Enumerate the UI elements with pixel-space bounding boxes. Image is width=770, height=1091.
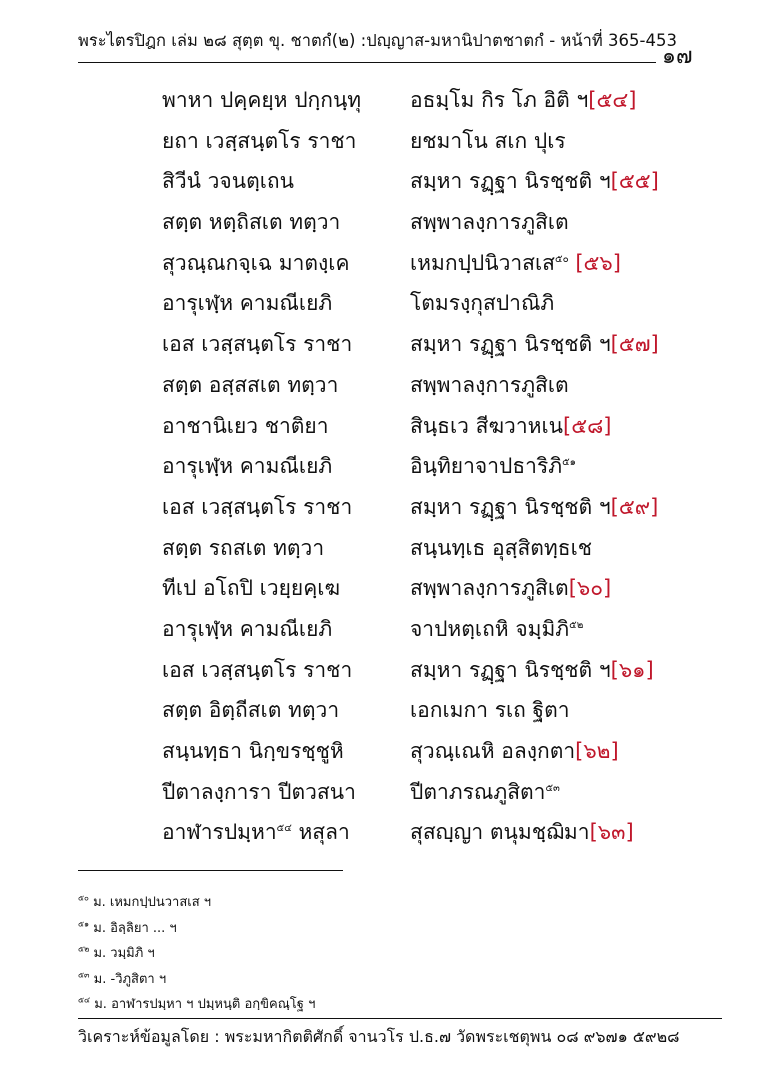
verse-left — [162, 365, 410, 406]
verse-row — [162, 731, 682, 772]
verse-left — [162, 568, 410, 609]
verse-left — [162, 731, 410, 772]
verse-left-text: อาฬารปมฺหา — [162, 820, 277, 845]
verse-reference: [๖๓] — [589, 820, 634, 845]
verse-right-text: สนฺนทฺเธ อุสฺสิตทฺธเช — [410, 535, 593, 560]
verse-right — [410, 80, 682, 121]
verse-right — [410, 487, 682, 528]
verse-left-text: เอส เวสฺสนฺตโร ราชา — [162, 332, 353, 357]
verse-block — [162, 80, 682, 853]
verse-left-text: สตฺต รถสเต ทตฺวา — [162, 535, 325, 560]
verse-right-text: โตมรงฺกุสปาณิภิ — [410, 291, 555, 316]
verse-left — [162, 446, 410, 487]
verse-right-text: สุวณฺเณหิ อลงฺกตา — [410, 739, 576, 763]
verse-right-text: สมฺหา รฏฺฐา นิรชฺชติ ฯ — [410, 657, 611, 682]
verse-right — [410, 609, 682, 650]
verse-right — [410, 812, 682, 853]
verse-row — [162, 324, 682, 365]
verse-right-text: เอกเมกา รเถ ฐิตา — [410, 698, 570, 723]
verse-right-text: สมฺหา รฏฺฐา นิรชฺชติ ฯ — [410, 169, 611, 194]
footnote-marker: ๕๑ — [562, 457, 576, 469]
footnote-number: ๕๓ — [78, 970, 90, 980]
verse-right — [410, 121, 682, 162]
footnote-marker: ๕๓ — [545, 782, 560, 794]
verse-reference: [๖๒] — [575, 739, 619, 763]
header-divider — [78, 62, 656, 63]
footnote-number: ๕๑ — [78, 919, 90, 929]
footnote-marker: ๕๒ — [569, 619, 584, 631]
verse-reference: [๕๖] — [568, 250, 621, 275]
verse-row — [162, 406, 682, 447]
verse-right-text: ปีตาภรณภูสิตา — [410, 779, 546, 804]
verse-left-text: สตฺต หตฺถิสเต ทตฺวา — [162, 210, 341, 235]
verse-right-text: เหมกปฺปนิวาสเส — [410, 250, 555, 275]
verse-row — [162, 161, 682, 202]
verse-left-text: เอส เวสฺสนฺตโร ราชา — [162, 494, 353, 519]
verse-left-text: อารุเฬฺห คามณีเยภิ — [162, 454, 333, 479]
verse-row — [162, 568, 682, 609]
footnote-item — [78, 890, 678, 916]
footnote-text: ม. -วิภูสิตา ฯ — [89, 971, 167, 987]
verse-left — [162, 772, 410, 813]
verse-row — [162, 243, 682, 284]
verse-right — [410, 731, 682, 772]
footer-divider — [78, 1018, 722, 1019]
footnote-item — [78, 916, 678, 942]
verse-row — [162, 121, 682, 162]
page-header — [78, 28, 722, 54]
verse-left — [162, 202, 410, 243]
verse-row — [162, 365, 682, 406]
verse-left — [162, 121, 410, 162]
footnote-number: ๕๒ — [78, 944, 90, 954]
verse-reference: [๖๑] — [610, 657, 654, 682]
verse-right-text: อินฺทิยาจาปธาริภิ — [410, 454, 563, 479]
verse-right — [410, 568, 682, 609]
verse-left-text: สุวณฺณกจฺเฉ มาตงฺเค — [162, 250, 350, 275]
verse-left-text: เอส เวสฺสนฺตโร ราชา — [162, 657, 353, 682]
verse-left — [162, 650, 410, 691]
verse-row — [162, 772, 682, 813]
verse-left-text: สิวีนํ วจนตฺเถน — [162, 169, 294, 194]
verse-right-text: จาปหตฺเถหิ จมฺมิภิ — [410, 616, 570, 641]
verse-right-text: สินฺธเว สีฆวาหเน — [410, 413, 563, 438]
verse-right-text: ยชมาโน สเก ปุเร — [410, 128, 566, 153]
footnote-item — [78, 941, 678, 967]
verse-left — [162, 161, 410, 202]
verse-right-text: สพฺพาลงฺการภูสิเต — [410, 576, 569, 601]
verse-left-text: อาชานิเยว ชาติยา — [162, 413, 329, 438]
verse-right — [410, 365, 682, 406]
header-title: พระไตรปิฎก เล่ม ๒๘ สุตฺต ขุ. ชาตกํ(๒) :ปญฺญาส-มหานิปาตชาตกํ - หน้าที่ 365-453 — [78, 31, 677, 50]
verse-row — [162, 487, 682, 528]
verse-left-text-after: หสุลา — [291, 820, 350, 845]
verse-reference: [๕๕] — [610, 169, 659, 194]
verse-row — [162, 650, 682, 691]
verse-left-text: อารุเฬฺห คามณีเยภิ — [162, 616, 333, 641]
verse-left-text: สตฺต อสฺสสเต ทตฺวา — [162, 372, 339, 397]
verse-right — [410, 690, 682, 731]
verse-left — [162, 243, 410, 284]
footnote-text: ม. อาฬารปมฺหา ฯ ปมฺหนฺติ อกฺขิคณฺโฐ ฯ — [90, 997, 316, 1012]
verse-row — [162, 80, 682, 121]
verse-left-text: ยถา เวสฺสนฺตโร ราชา — [162, 128, 357, 153]
verse-right-text: สพฺพาลงฺการภูสิเต — [410, 210, 569, 235]
verse-row — [162, 528, 682, 569]
footnote-number: ๕๔ — [78, 995, 91, 1005]
verse-left-text: อารุเฬฺห คามณีเยภิ — [162, 291, 333, 316]
footnote-marker: ๕๐ — [555, 253, 569, 265]
verse-left — [162, 283, 410, 324]
verse-row — [162, 283, 682, 324]
verse-left-text: สนฺนทฺธา นิกฺขรชฺชูหิ — [162, 739, 344, 763]
verse-row — [162, 812, 682, 853]
verse-left — [162, 487, 410, 528]
footnote-text: ม. เหมกปฺปนวาสเส ฯ — [88, 895, 212, 910]
verse-right — [410, 406, 682, 447]
verse-right — [410, 446, 682, 487]
verse-left — [162, 812, 410, 853]
verse-row — [162, 690, 682, 731]
verse-left — [162, 609, 410, 650]
verse-right — [410, 243, 682, 284]
footnote-item — [78, 967, 678, 993]
verse-reference: [๕๗] — [610, 332, 659, 357]
footnote-marker: ๕๔ — [276, 823, 292, 835]
page-footer: วิเคราะห์ข้อมูลโดย : พระมหากิตติศักดิ์ จานวโร ป.ธ.๗ วัดพระเชตุพน ๐๘ ๙๖๗๑ ๕๙๒๘ — [78, 1027, 680, 1046]
page-number: ๑๗ — [662, 44, 693, 69]
verse-reference: [๖๐] — [568, 576, 612, 601]
verse-right — [410, 161, 682, 202]
verse-right-text: สมฺหา รฏฺฐา นิรชฺชติ ฯ — [410, 332, 611, 357]
verse-row — [162, 202, 682, 243]
verse-left-text: ทีเป อโถปิ เวยฺยคฺเฆ — [162, 576, 341, 601]
footnote-divider — [78, 870, 343, 871]
verse-left-text: พาหา ปคฺคยฺห ปกฺกนฺทุ — [162, 88, 362, 112]
verse-left-text: สตฺต อิตฺถีสเต ทตฺวา — [162, 698, 340, 723]
verse-right-text: สุสญฺญา ตนุมชฺฌิมา — [410, 820, 590, 845]
footnotes — [78, 890, 678, 1018]
verse-left-text: ปีตาลงฺการา ปีตวสนา — [162, 779, 356, 804]
verse-reference: [๕๘] — [563, 413, 612, 438]
verse-right — [410, 772, 682, 813]
verse-row — [162, 446, 682, 487]
verse-reference: [๕๙] — [610, 494, 659, 519]
verse-right-text: สมฺหา รฏฺฐา นิรชฺชติ ฯ — [410, 494, 611, 519]
verse-right — [410, 528, 682, 569]
footnote-item — [78, 992, 678, 1018]
verse-right — [410, 202, 682, 243]
verse-row — [162, 609, 682, 650]
verse-right — [410, 650, 682, 691]
footnote-text: ม. อิลฺลิยา ... ฯ — [89, 920, 177, 936]
verse-right — [410, 283, 682, 324]
verse-right-text: สพฺพาลงฺการภูสิเต — [410, 372, 569, 397]
footnote-text: ม. วมฺมิภิ ฯ — [89, 946, 155, 961]
verse-left — [162, 406, 410, 447]
verse-left — [162, 528, 410, 569]
verse-reference: [๕๔] — [588, 88, 637, 112]
verse-left — [162, 324, 410, 365]
footnote-number: ๕๐ — [78, 893, 89, 903]
verse-right — [410, 324, 682, 365]
verse-right-text: อธมฺโม กิร โภ อิติ ฯ — [410, 88, 589, 112]
verse-left — [162, 80, 410, 121]
verse-left — [162, 690, 410, 731]
